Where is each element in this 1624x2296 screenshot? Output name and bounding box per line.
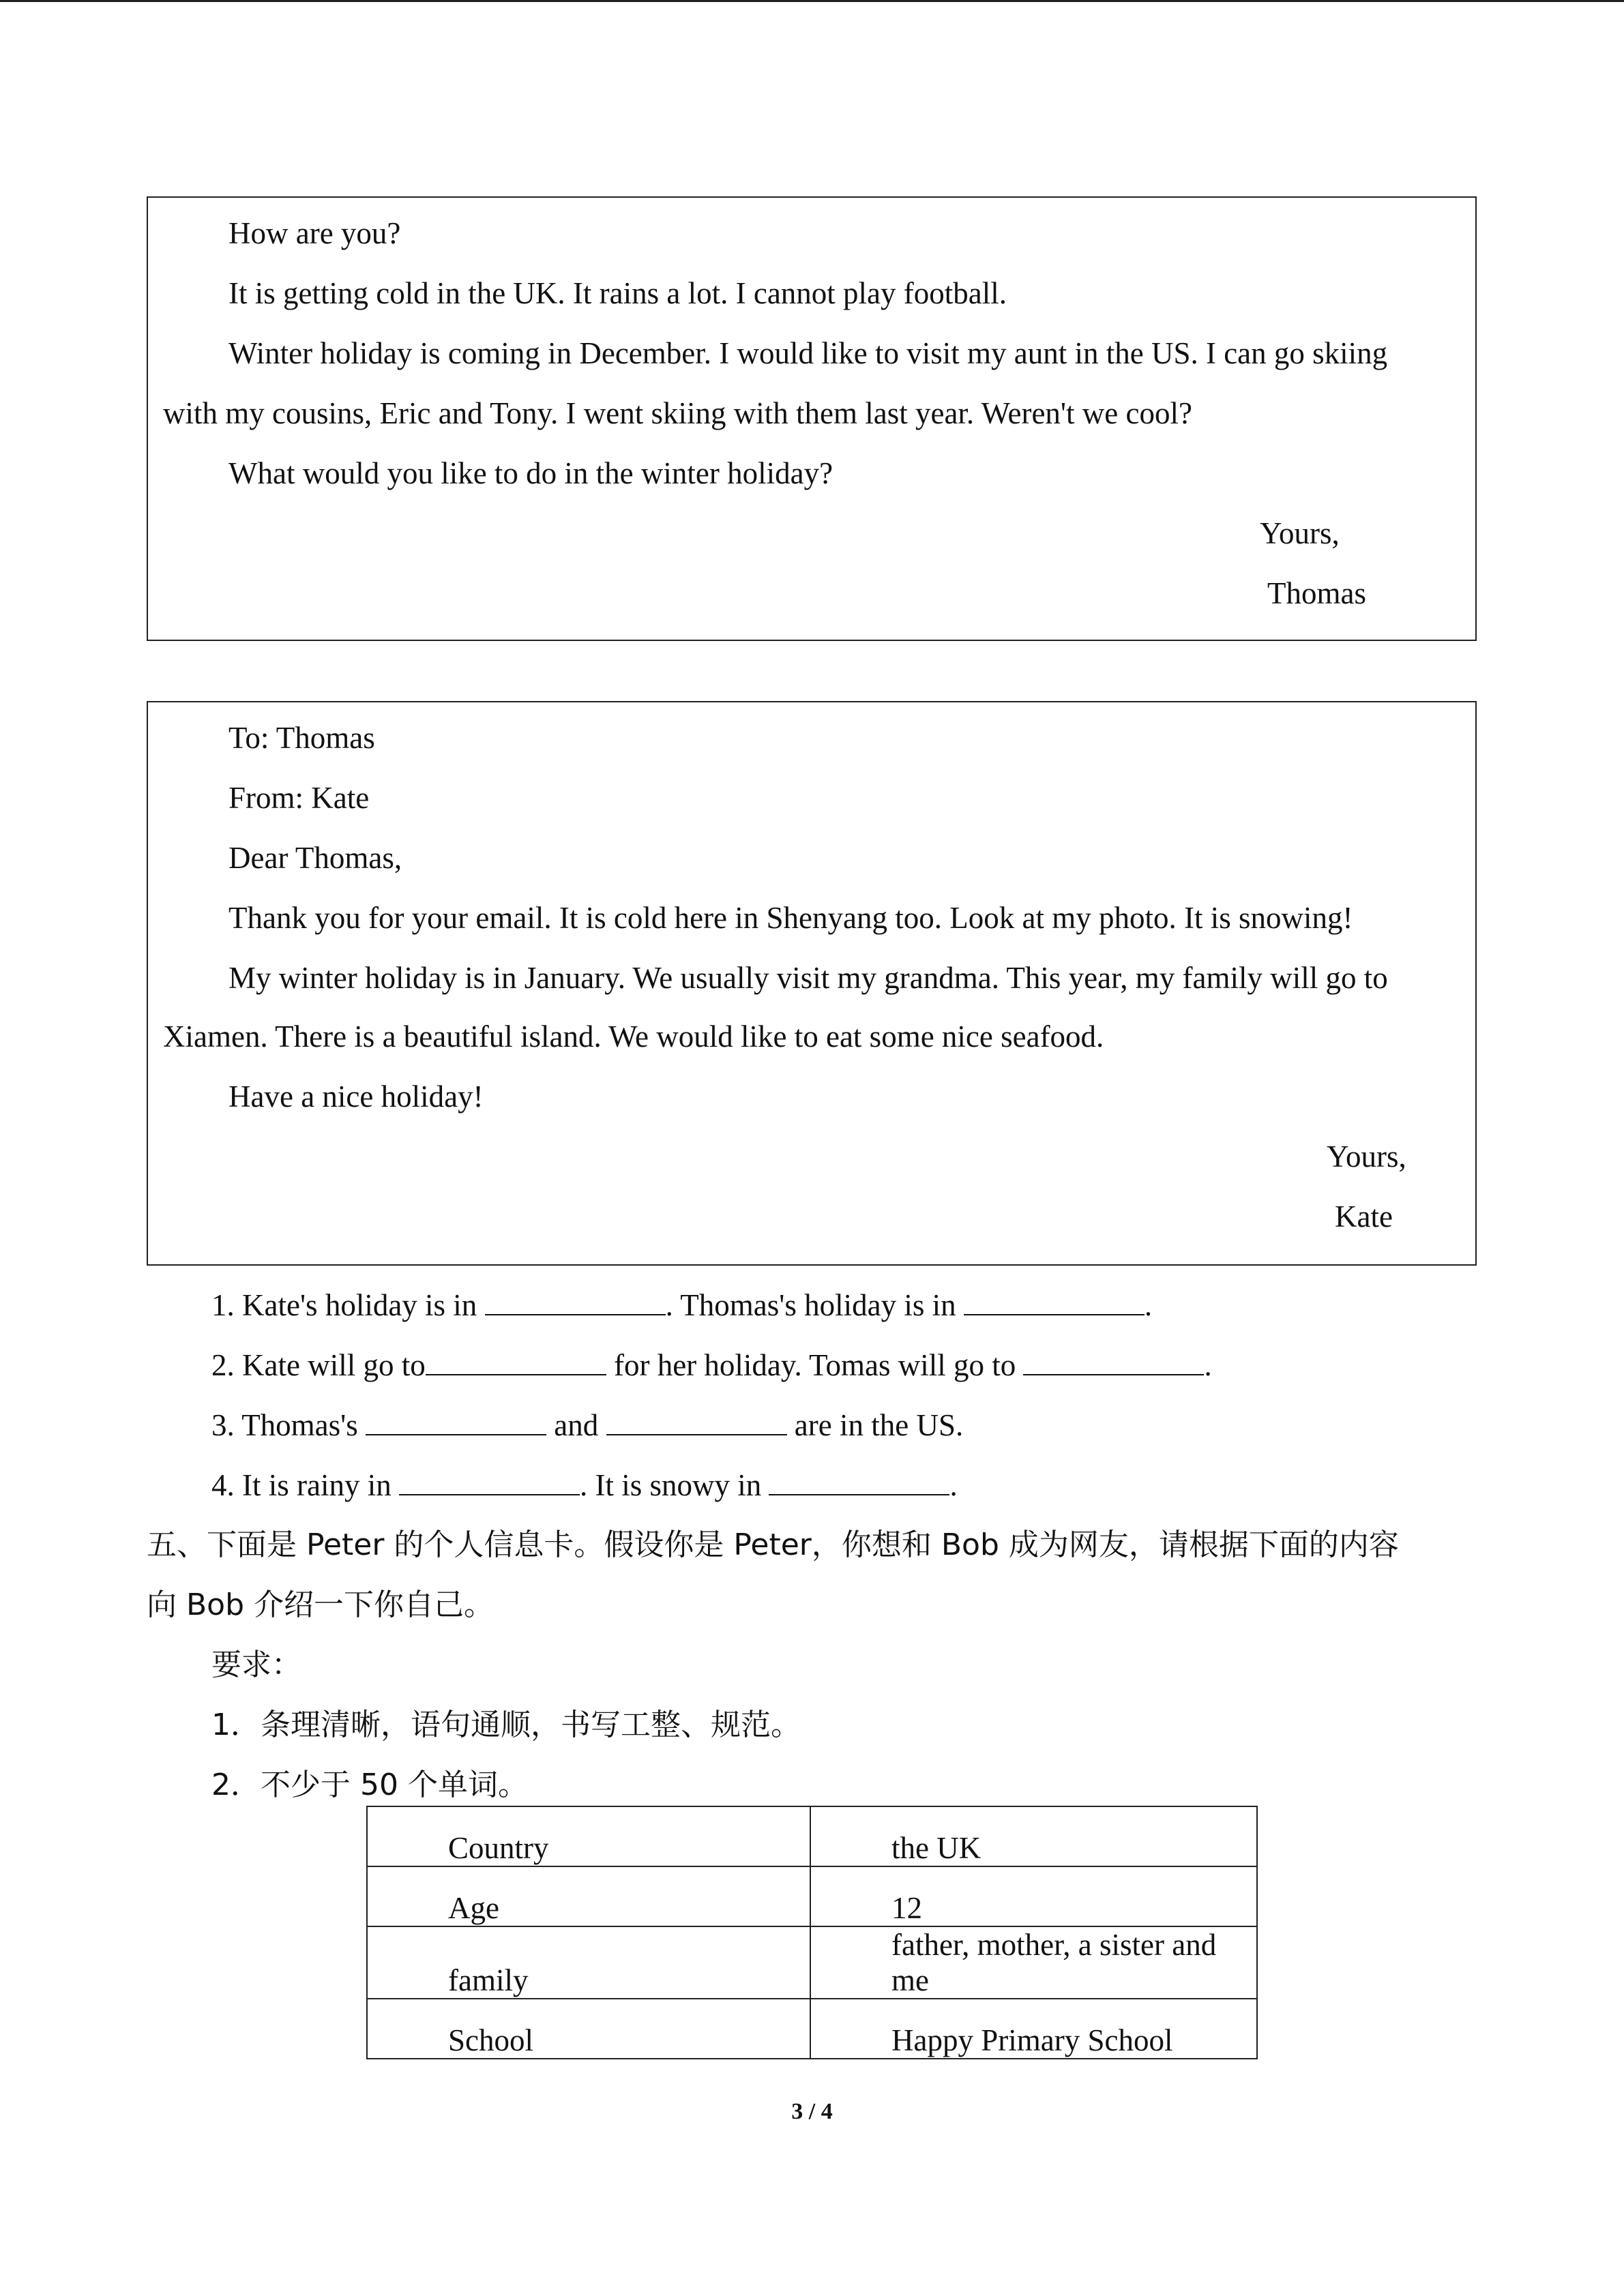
email2-salutation: Dear Thomas, — [228, 841, 402, 875]
answer-blank[interactable] — [606, 1407, 787, 1435]
table-row — [367, 1806, 1257, 1866]
top-border — [0, 0, 1624, 2]
email2-paragraph-2-line-1: My winter holiday is in January. We usually visit my grandma. This year, my family will go to — [228, 961, 1388, 995]
info-key: School — [367, 1999, 810, 2059]
question-4: 4. It is rainy in . It is snowy in . — [211, 1468, 958, 1502]
section5-instruction-line-2: 向 Bob 介绍一下你自己。 — [147, 1587, 494, 1622]
email1-signature: Thomas — [1267, 576, 1366, 610]
info-key: Age — [367, 1866, 810, 1926]
email2-paragraph-3: Have a nice holiday! — [228, 1079, 484, 1114]
email1-greeting: How are you? — [228, 216, 401, 250]
table-row — [367, 1866, 1257, 1926]
email2-closing: Yours, — [1327, 1139, 1406, 1174]
email-from-thomas — [147, 196, 1477, 641]
answer-blank[interactable] — [964, 1287, 1145, 1315]
requirement-1: 1．条理清晰，语句通顺，书写工整、规范。 — [211, 1708, 801, 1742]
answer-blank[interactable] — [1023, 1347, 1204, 1375]
info-value: Happy Primary School — [810, 1999, 1257, 2059]
info-key: family — [367, 1926, 810, 1999]
email1-paragraph-3: What would you like to do in the winter holiday? — [228, 456, 833, 490]
email2-to: To: Thomas — [228, 721, 375, 755]
email-from-kate — [147, 701, 1477, 1266]
info-value: the UK — [810, 1806, 1257, 1866]
question-3: 3. Thomas's and are in the US. — [211, 1408, 964, 1442]
info-value: father, mother, a sister and me — [810, 1926, 1257, 1999]
email1-paragraph-2-line-2: with my cousins, Eric and Tony. I went skiing with them last year. Weren't we cool? — [163, 396, 1192, 430]
info-key: Country — [367, 1806, 810, 1866]
email2-signature: Kate — [1335, 1199, 1393, 1234]
email2-paragraph-2-line-2: Xiamen. There is a beautiful island. We would like to eat some nice seafood. — [163, 1019, 1104, 1054]
page-number: 3 / 4 — [791, 2099, 833, 2124]
answer-blank[interactable] — [485, 1287, 666, 1315]
answer-blank[interactable] — [366, 1407, 546, 1435]
peter-info-card — [366, 1806, 1258, 2059]
email2-paragraph-1: Thank you for your email. It is cold here in Shenyang too. Look at my photo. It is snowing! — [228, 901, 1353, 935]
info-value: 12 — [810, 1866, 1257, 1926]
table-row — [367, 1926, 1257, 1999]
email2-from: From: Kate — [228, 781, 370, 815]
answer-blank[interactable] — [769, 1467, 949, 1495]
answer-blank[interactable] — [399, 1467, 580, 1495]
table-row — [367, 1999, 1257, 2059]
question-2: 2. Kate will go to for her holiday. Tomas will go to . — [211, 1348, 1212, 1382]
email1-closing: Yours, — [1260, 516, 1340, 550]
requirement-2: 2．不少于 50 个单词。 — [211, 1768, 528, 1802]
section5-instruction-line-1: 五、下面是 Peter 的个人信息卡。假设你是 Peter，你想和 Bob 成为网友，请根据下面的内容 — [147, 1527, 1399, 1562]
question-1: 1. Kate's holiday is in . Thomas's holiday is in . — [211, 1288, 1153, 1322]
email1-paragraph-1: It is getting cold in the UK. It rains a lot. I cannot play football. — [228, 276, 1007, 310]
email1-paragraph-2-line-1: Winter holiday is coming in December. I would like to visit my aunt in the US. I can go skiing — [228, 336, 1388, 370]
requirements-title: 要求： — [211, 1648, 301, 1682]
answer-blank[interactable] — [426, 1347, 606, 1375]
